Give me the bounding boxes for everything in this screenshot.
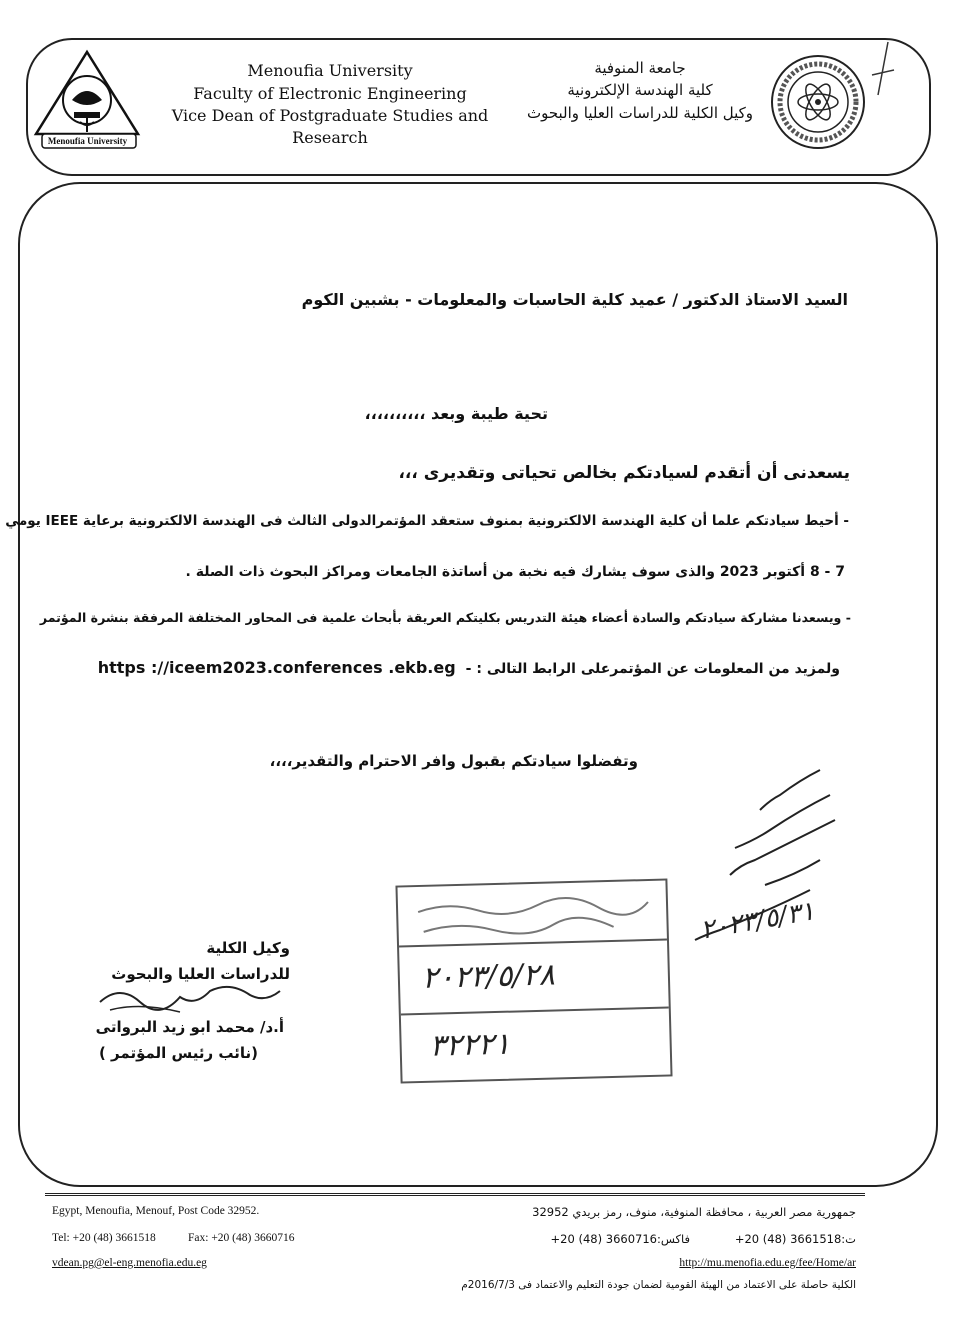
footer-arabic-fax: فاكس:3660716 (48) 20+ bbox=[550, 1232, 690, 1246]
stamp-header bbox=[398, 881, 667, 948]
signatory-role: (نائب رئيس المؤتمر ) bbox=[98, 1044, 258, 1062]
arabic-office-name: وكيل الكلية للدراسات العليا والبحوث bbox=[526, 104, 754, 122]
greeting-line: تحية طيبة وبعد ،،،،،،،،،، bbox=[364, 404, 548, 423]
pen-mark bbox=[868, 40, 898, 100]
addressee-line: السيد الاستاذ الدكتور / عميد كلية الحاسبات والمعلومات - بشبين الكوم bbox=[301, 290, 848, 309]
arabic-university-name: جامعة المنوفية bbox=[594, 59, 686, 77]
closing-line: وتفضلوا سيادتكم بقبول وافر الاحترام والتقدير،،،، bbox=[269, 752, 638, 770]
arabic-faculty-name: كلية الهندسة الإلكترونية bbox=[567, 81, 713, 99]
menoufia-university-logo bbox=[30, 48, 145, 153]
footer-arabic-phone: ت:3661518 (48) 20+ bbox=[734, 1232, 856, 1246]
conference-url: https ://iceem2023.conferences .ekb.eg bbox=[97, 658, 456, 677]
paragraph-2-line-2: ولمزيد من المعلومات عن المؤتمرعلى الرابط التالى : - bbox=[465, 661, 840, 677]
handwritten-date: ٢٠٢٣/٥/٣١ bbox=[698, 896, 818, 946]
faculty-seal-logo bbox=[768, 52, 868, 152]
signature-scribble bbox=[90, 980, 290, 1020]
incoming-register-stamp bbox=[395, 878, 672, 1083]
paragraph-2-line-1: - ويسعدنا مشاركة سيادتكم والسادة أعضاء هيئة التدريس بكليتكم العريقة بأبحاث علمية فى المحاور المختلفة المرفقة بنشرة المؤتمر bbox=[39, 610, 851, 625]
paragraph-1-line-1: - أحيط سيادتكم علما أن كلية الهندسة الالكترونية بمنوف ستعقد المؤتمرالدولى الثالث فى الهندسة الالكترونية برعاية IEEE يومي bbox=[5, 513, 849, 529]
stamp-date: ٢٠٢٣/٥/٢٨ bbox=[421, 957, 556, 996]
english-faculty-name: Faculty of Electronic Engineering bbox=[193, 84, 467, 103]
footer-arabic-address: جمهورية مصر العربية ، محافظة المنوفية، منوف، رمز بريدي 32952 bbox=[532, 1205, 856, 1219]
footer-english-fax: Fax: +20 (48) 3660716 bbox=[188, 1232, 295, 1244]
footer-accreditation-note: الكلية حاصلة على الاعتماد من الهيئة القومية لضمان جودة التعليم والاعتماد فى 2016/7/3م bbox=[461, 1279, 856, 1291]
english-university-name: Menoufia University bbox=[247, 61, 413, 80]
english-office-name: Vice Dean of Postgraduate Studies and Research bbox=[171, 106, 489, 147]
paragraph-1-line-2: 7 - 8 أكتوبر 2023 والذى سوف يشارك فيه نخبة من أساتذة الجامعات ومراكز البحوث ذات الصلة . bbox=[185, 564, 845, 580]
footer-website-link[interactable]: http://mu.menofia.edu.eg/fee/Home/ar bbox=[679, 1257, 856, 1269]
logo-label: Menoufia University bbox=[47, 136, 128, 146]
footer-divider bbox=[45, 1193, 865, 1196]
signatory-name: أ.د/ محمد ابو زيد البرواتى bbox=[95, 1018, 284, 1036]
footer-english-address: Egypt, Menoufia, Menouf, Post Code 32952. bbox=[52, 1205, 260, 1217]
stamp-number: ٣٢٢٢١ bbox=[429, 1026, 511, 1064]
handwritten-annotation bbox=[670, 760, 870, 960]
signature-title-1: وكيل الكلية bbox=[206, 939, 290, 957]
signature-title-2: للدراسات العليا والبحوث bbox=[111, 965, 290, 983]
footer-email-link[interactable]: vdean.pg@el-eng.menofia.edu.eg bbox=[52, 1257, 207, 1269]
footer-english-phone: Tel: +20 (48) 3661518 bbox=[52, 1232, 156, 1244]
intro-line: يسعدنى أن أتقدم لسيادتكم بخالص تحياتى وتقديرى ،،، bbox=[398, 463, 850, 483]
